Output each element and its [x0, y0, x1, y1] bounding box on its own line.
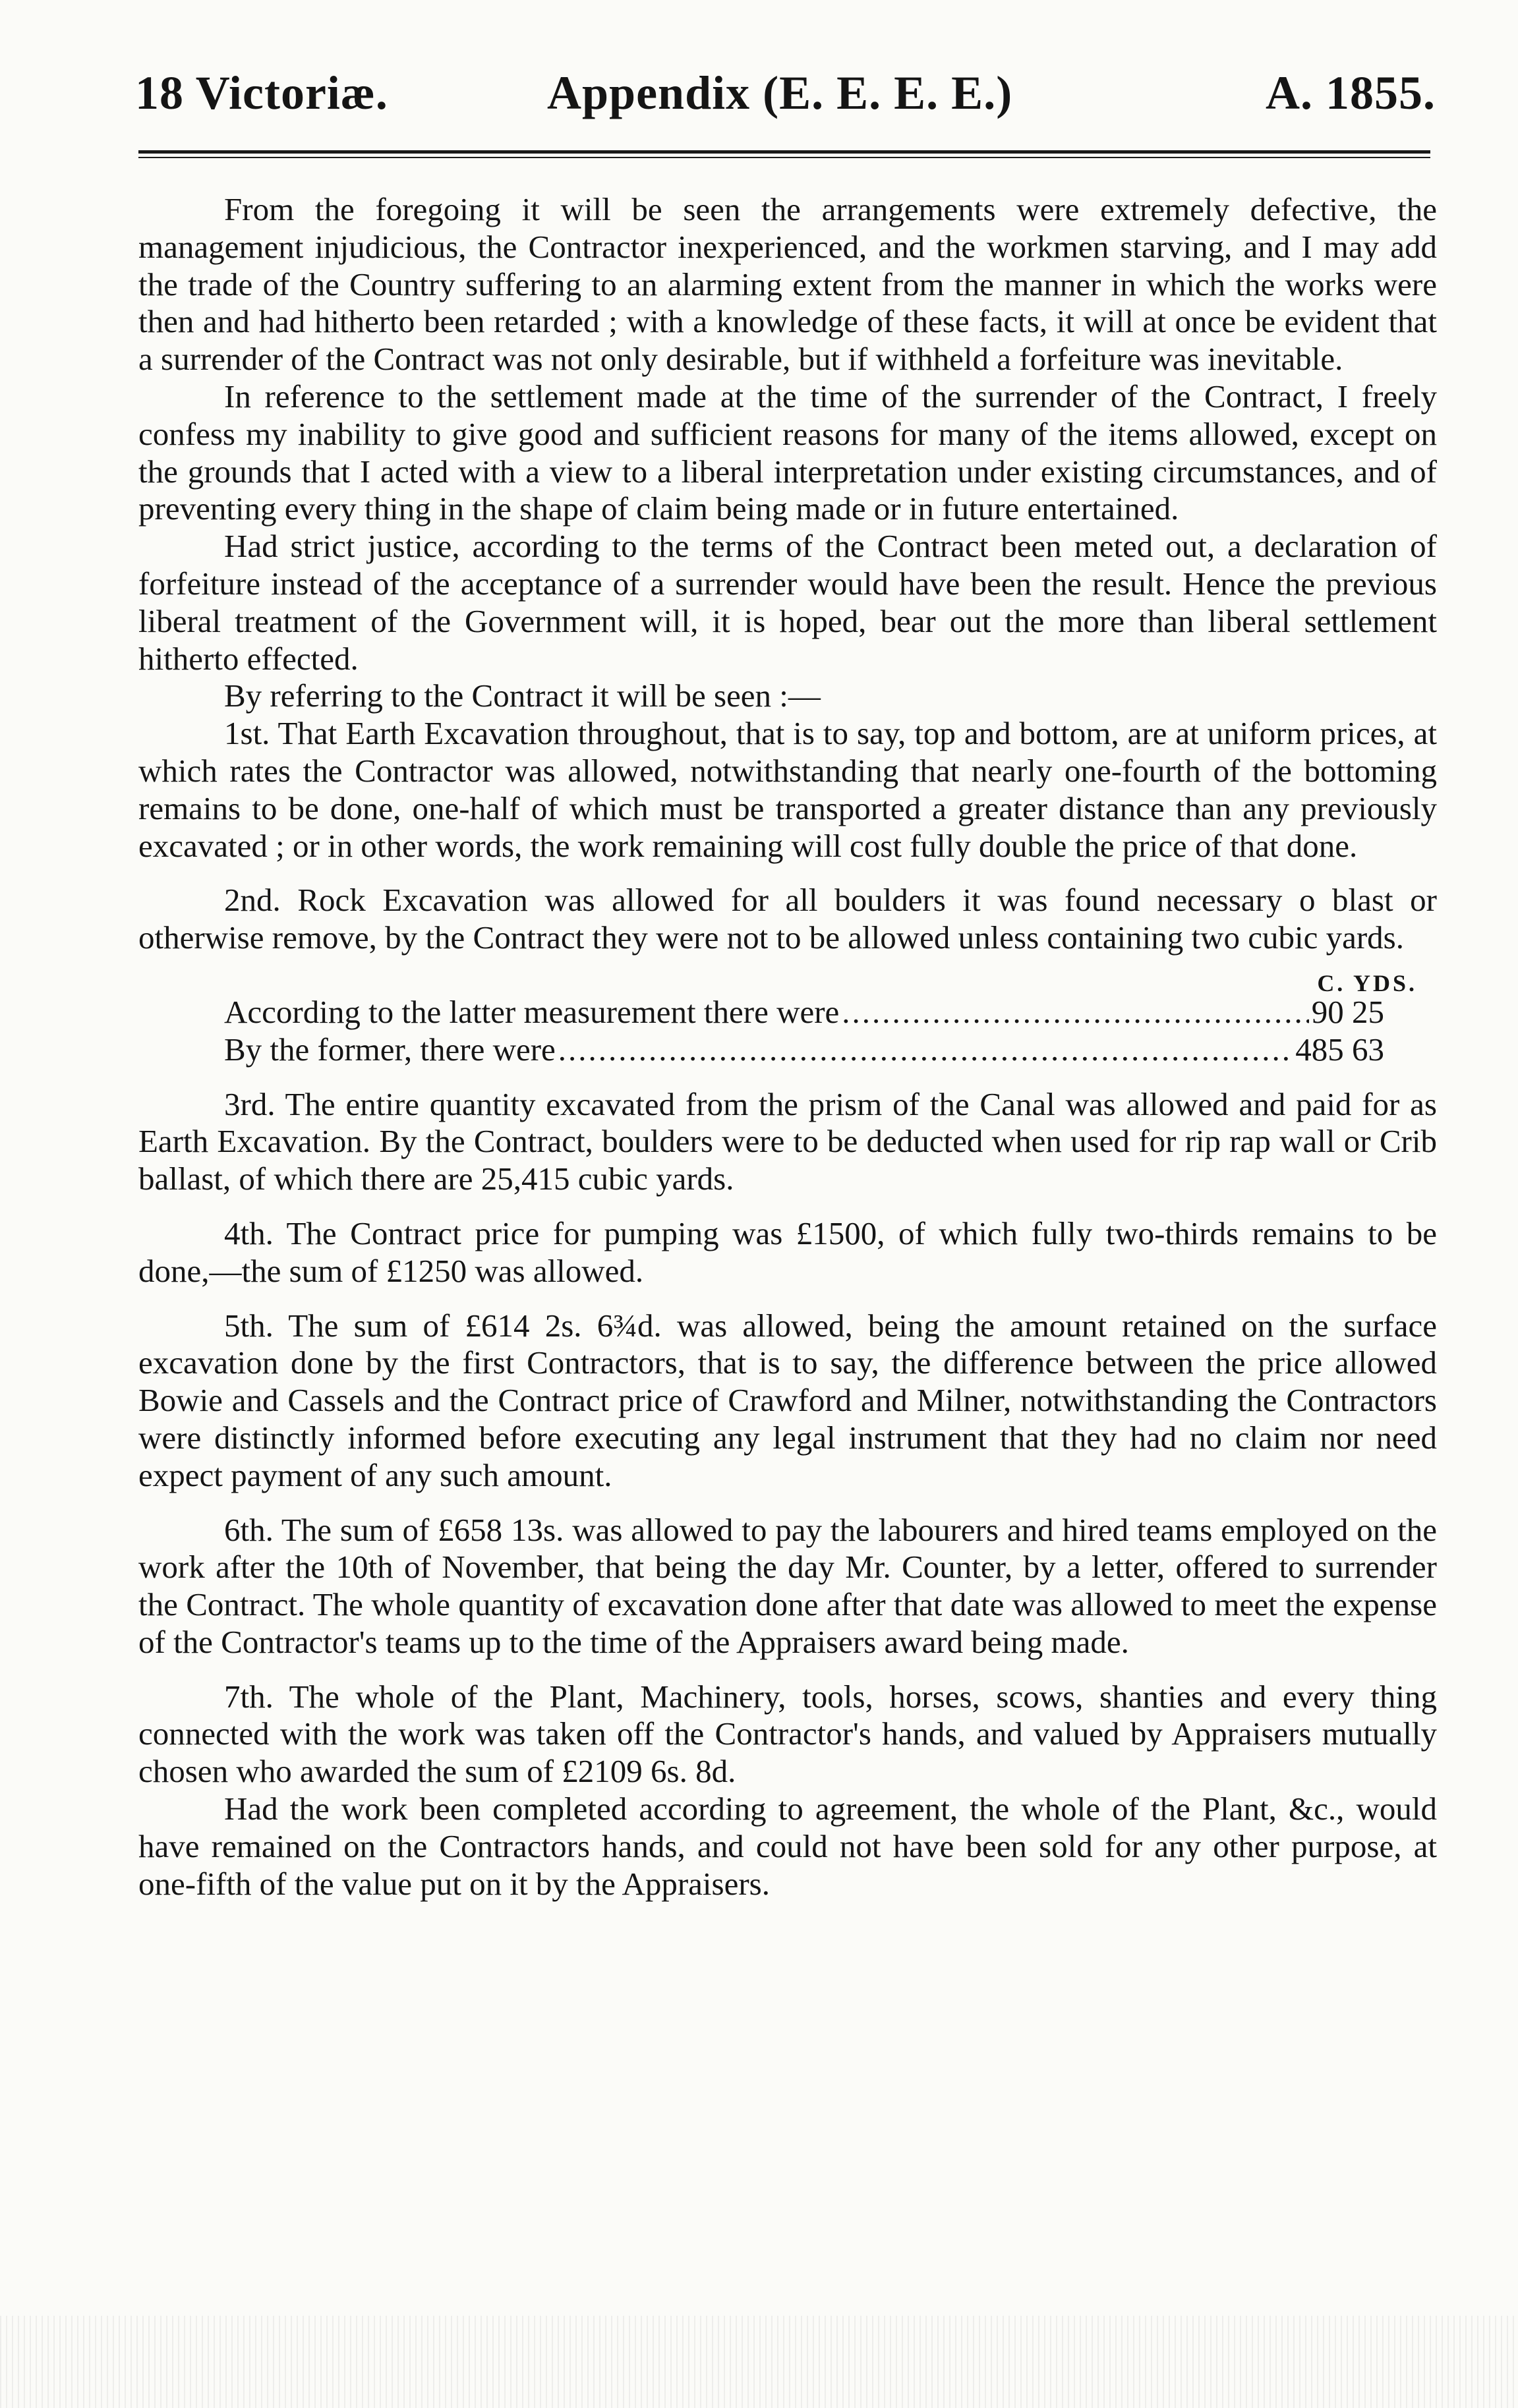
measurement-row — [224, 994, 1384, 1031]
paragraph: Had the work been completed according to agreement, the whole of the Plant, &c., would have remained on the Contractors hands, and could not have been sold for any other purpose, at one-fifth of the value put on it by the Appraisers. — [138, 1791, 1437, 1902]
measurement-value: 485 63 — [1295, 1031, 1384, 1068]
paragraph: 3rd. The entire quantity excavated from the prism of the Canal was allowed and paid for as Earth Excavation. By the Contract, boulders were to be deducted when used for rip rap wall or Crib ballast, of which there are 25,415 cubic yards. — [138, 1085, 1437, 1197]
measurement-label: According to the latter measurement there were — [224, 993, 840, 1030]
unit-label: C. YDS. — [1317, 969, 1417, 996]
paragraph: 7th. The whole of the Plant, Machinery, tools, horses, scows, shanties and every thing connected with the work was taken off the Contractor's hands, and valued by Appraisers mutually chosen who awarded the sum of £2109 6s. 8d. — [138, 1678, 1437, 1790]
paragraph: 5th. The sum of £614 2s. 6¾d. was allowed, being the amount retained on the surface excavation done by the first Contractors, that is to say, the difference between the price allowed Bowie and Cassels and the Contract price of Crawford and Milner, notwithstanding the Contractors were distinctly informed before executing any legal instrument that they had no claim nor need expect payment of any such amount. — [138, 1307, 1437, 1493]
measurement-unit-heading — [138, 965, 1437, 994]
paragraph: By referring to the Contract it will be seen :— — [224, 677, 821, 714]
scan-noise — [0, 2316, 1518, 2408]
leader-dots — [842, 994, 1308, 1031]
paragraph: 6th. The sum of £658 13s. was allowed to pay the labourers and hired teams employed on the work after the 10th of November, that being the day Mr. Counter, by a letter, offered to surrender the Contract. The whole quantity of excavation done after that date was allowed to meet the expense of the Contractor's teams up to the time of the Appraisers award being made. — [138, 1511, 1437, 1660]
running-head-center: Appendix (E. E. E. E.) — [547, 67, 1013, 119]
header-rule-thin — [138, 157, 1430, 158]
paragraph: 2nd. Rock Excavation was allowed for all boulders it was found necessary o blast or otherwise remove, by the Contract they were not to be allowed unless containing two cubic yards. — [138, 882, 1437, 956]
paragraph: In reference to the settlement made at the time of the surrender of the Contract, I freely confess my inability to give good and sufficient reasons for many of the items allowed, except on the grounds that I acted with a view to a liberal interpretation under existing circumstances, and of preventing every thing in the shape of claim being made or in future entertained. — [138, 378, 1437, 527]
paragraph: 4th. The Contract price for pumping was £1500, of which fully two-thirds remains to be done,—the sum of £1250 was allowed. — [138, 1215, 1437, 1289]
measurement-value: 90 25 — [1311, 993, 1384, 1030]
measurement-row — [224, 1031, 1384, 1069]
leader-dots — [558, 1031, 1293, 1069]
running-head-left: 18 Victoriæ. — [135, 67, 388, 119]
body-text — [138, 191, 1437, 1903]
paragraph: From the foregoing it will be seen the arrangements were extremely defective, the management injudicious, the Contractor inexperienced, and the workmen starving, and I may add the trade of the Country suffering to an alarming extent from the manner in which the works were then and had hitherto been retarded ; with a knowledge of these facts, it will at once be evident that a surrender of the Contract was not only desirable, but if withheld a forfeiture was inevitable. — [138, 191, 1437, 378]
measurement-label: By the former, there were — [224, 1031, 556, 1068]
paragraph: Had strict justice, according to the terms of the Contract been meted out, a declaration of forfeiture instead of the acceptance of a surrender would have been the result. Hence the previous liberal treatment of the Government will, it is hoped, bear out the more than liberal settlement hitherto effected. — [138, 528, 1437, 677]
header-rule-thick — [138, 150, 1430, 154]
running-head-right: A. 1855. — [1266, 67, 1436, 119]
paragraph: 1st. That Earth Excavation throughout, that is to say, top and bottom, are at uniform prices, at which rates the Contractor was allowed, notwithstanding that nearly one-fourth of the bottoming remains to be done, one-half of which must be transported a greater distance than any previously excavated ; or in other words, the work remaining will cost fully double the price of that done. — [138, 715, 1437, 864]
